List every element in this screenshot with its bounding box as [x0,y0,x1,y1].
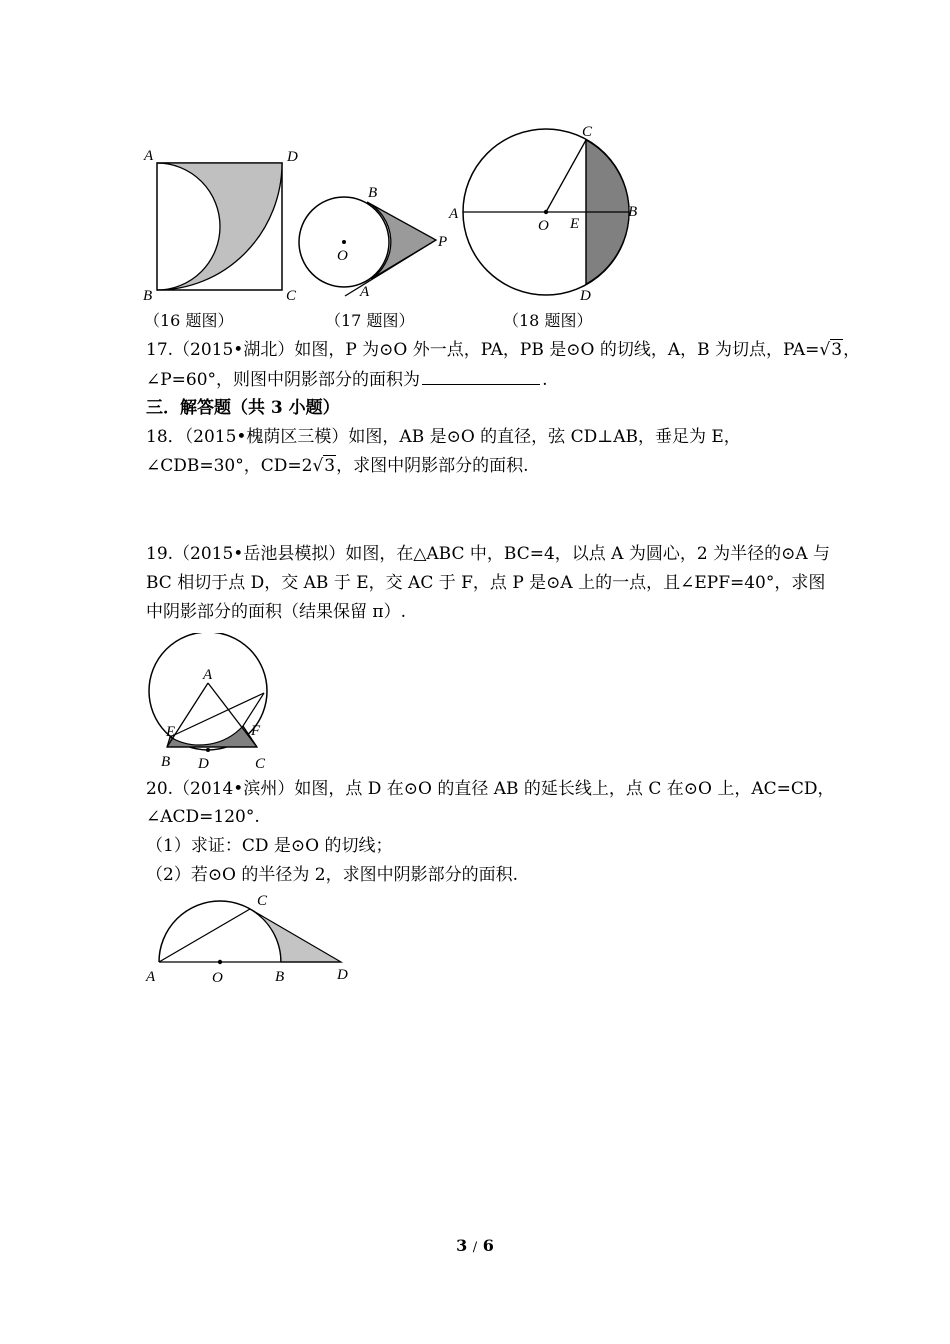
label-D: D [337,967,348,983]
q18-line1: 18．（2015•槐荫区三模）如图，AB 是⊙O 的直径，弦 CD⊥AB，垂足为 E， [146,427,741,447]
label-A: A [144,148,154,164]
caption-16: （16 题图） [144,311,234,330]
caption-18: （18 题图） [503,311,593,330]
q20-part1: （1）求证：CD 是⊙O 的切线； [146,836,393,856]
label-D: D [580,288,591,304]
label-O: O [212,970,223,986]
q19-line1: 19.（2015•岳池县模拟）如图，在△ABC 中，BC=4，以点 A 为圆心，2 为半径的⊙A 与 [146,544,830,564]
q19-line3: 中阴影部分的面积（结果保留 π）. [146,602,406,622]
q17-line2: ∠P=60°，则图中阴影部分的面积为 . [146,366,547,394]
label-C: C [255,756,266,772]
figure-19 [135,633,285,773]
label-A: A [203,667,213,683]
caption-17: （17 题图） [325,311,415,330]
figure-20 [140,888,365,993]
q17-line1: 17.（2015•湖北）如图，P 为⊙O 外一点，PA，PB 是⊙O 的切线，A，B 为切点，PA=√3， [146,336,860,364]
label-O: O [538,218,549,234]
sqrt-3: √3 [312,456,336,476]
label-B: B [275,969,285,985]
label-B: B [368,185,378,201]
label-C: C [582,124,593,140]
figure-17 [290,180,460,305]
label-B: B [628,204,638,220]
sqrt-3: √3 [819,340,843,360]
label-A: A [146,969,156,985]
label-C: C [257,893,268,909]
label-F: F [251,723,261,739]
q18-line2: ∠CDB=30°，CD=2√3，求图中阴影部分的面积. [146,452,529,480]
q20-line1: 20.（2014•滨州）如图，点 D 在⊙O 的直径 AB 的延长线上，点 C 在⊙O 上，AC=CD， [146,779,835,799]
q20-line2: ∠ACD=120°. [146,807,260,827]
label-E: E [570,216,580,232]
figure-18 [440,120,650,305]
answer-blank [422,366,540,385]
q20-part2: （2）若⊙O 的半径为 2，求图中阴影部分的面积. [146,865,519,885]
label-P: P [438,234,448,250]
figure-16 [138,145,313,305]
label-A: A [449,206,459,222]
label-D: D [198,756,209,772]
label-D: D [287,149,298,165]
label-B: B [161,754,171,770]
label-O: O [337,248,348,264]
page-number: 3 / 6 [456,1236,494,1255]
q19-line2: BC 相切于点 D，交 AB 于 E，交 AC 于 F，点 P 是⊙A 上的一点，且∠EPF=40°，求图 [146,573,826,593]
section-heading: 三．解答题（共 3 小题） [146,398,340,418]
label-A: A [360,284,370,300]
label-B: B [143,288,153,304]
label-E: E [166,724,176,740]
label-C: C [286,288,297,304]
